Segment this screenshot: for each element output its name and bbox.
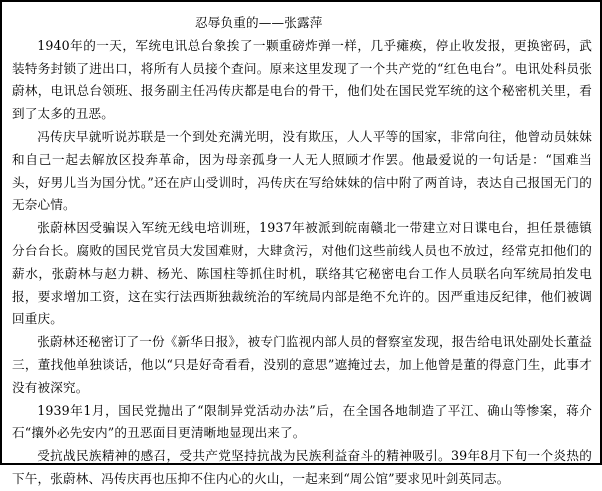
- paragraph-5: 1939年1月，国民党抛出了“限制异党活动办法”后，在全国各地制造了平江、确山等惨案，蒋介石“攘外必先安内”的丑恶面目更清晰地显现出来了。: [12, 402, 592, 441]
- paragraph-3: 张蔚林因受骗误入军统无线电培训班，1937年被派到皖南赣北一带建立对日谍电台，担任景德镇分台台长。腐败的国民党官员大发国难财，大肆贪污，对他们这些前线人员也不放过，经常克扣他们的薪水，张蔚林与赵力耕、杨光、陈国柱等抓住时机，联络其它秘密电台工作人员联名向军统局拍发电报，要求增加工资，这在实行法西斯独裁统治的军统局内部是绝不允许的。因严重违反纪律，他们被调回重庆。: [12, 220, 592, 327]
- paragraph-1: 1940年的一天，军统电讯总台象挨了一颗重磅炸弹一样，几乎瘫痪，停止收发报，更换密码，武装特务封锁了进出口，将所有人员接个查问。原来这里发现了一个共产党的“红色电台”。电讯处科员张蔚林，电讯总台领班、报务副主任冯传庆都是电台的骨干，他们处在国民党军统的这个秘密机关里，看到了太多的丑恶。: [12, 37, 592, 122]
- document-body: [12, 12, 592, 491]
- paragraph-2: 冯传庆早就听说苏联是一个到处充满光明，没有欺压，人人平等的国家，非常向往，他曾动员妹妹和自己一起去解放区投奔革命，因为母亲孤身一人无人照顾才作罢。他最爱说的一句话是：“国难当头，好男儿当为国分忧。”还在庐山受训时，冯传庆在写给妹妹的信中附了两首诗，表达自己报国无门的无奈心情。: [12, 128, 592, 213]
- paragraph-6: 受抗战民族精神的感召，受共产党坚持抗战为民族利益奋斗的精神吸引。39年8月下旬一个炎热的下午，张蔚林、冯传庆再也压抑不住内心的火山，一起来到“周公馆”要求见叶剑英同志。: [12, 448, 592, 486]
- document-title: 忍辱负重的——张露萍: [195, 15, 323, 30]
- paragraph-4: 张蔚林还秘密订了一份《新华日报》，被专门监视内部人员的督察室发现，报告给电讯处副处长董益三，董找他单独谈话，他以“只是好奇看看，没别的意思”遮掩过去，加上他曾是董的得意门生，此事才没有被深究。: [12, 334, 592, 395]
